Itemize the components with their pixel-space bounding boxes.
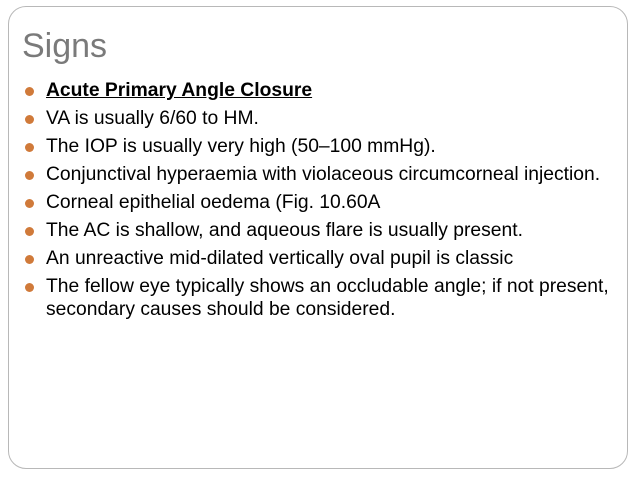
bullet-dot-icon	[25, 143, 34, 152]
bullet-dot-icon	[25, 199, 34, 208]
bullet-text: Conjunctival hyperaemia with violaceous circumcorneal injection.	[46, 164, 601, 185]
bullet-item	[25, 247, 615, 270]
bullet-item	[25, 79, 615, 102]
bullet-dot-icon	[25, 87, 34, 96]
bullet-dot-icon	[25, 115, 34, 124]
bullet-text: Corneal epithelial oedema (Fig. 10.60A	[46, 192, 381, 213]
bullet-item	[25, 191, 615, 214]
bullet-text: The fellow eye typically shows an occludable angle; if not present, secondary causes should be considered.	[46, 276, 609, 320]
bullet-list	[25, 79, 615, 326]
bullet-item	[25, 107, 615, 130]
bullet-text: The IOP is usually very high (50–100 mmHg).	[46, 136, 436, 157]
bullet-item	[25, 135, 615, 158]
bullet-item	[25, 163, 615, 186]
bullet-text: The AC is shallow, and aqueous flare is usually present.	[46, 220, 523, 241]
bullet-dot-icon	[25, 255, 34, 264]
bullet-dot-icon	[25, 171, 34, 180]
bullet-text: An unreactive mid-dilated vertically oval pupil is classic	[46, 248, 514, 269]
bullet-text: VA is usually 6/60 to HM.	[46, 108, 259, 129]
bullet-item	[25, 219, 615, 242]
slide-title: Signs	[22, 27, 108, 65]
bullet-item	[25, 275, 615, 321]
bullet-dot-icon	[25, 227, 34, 236]
bullet-text: Acute Primary Angle Closure	[46, 80, 313, 101]
bullet-dot-icon	[25, 283, 34, 292]
